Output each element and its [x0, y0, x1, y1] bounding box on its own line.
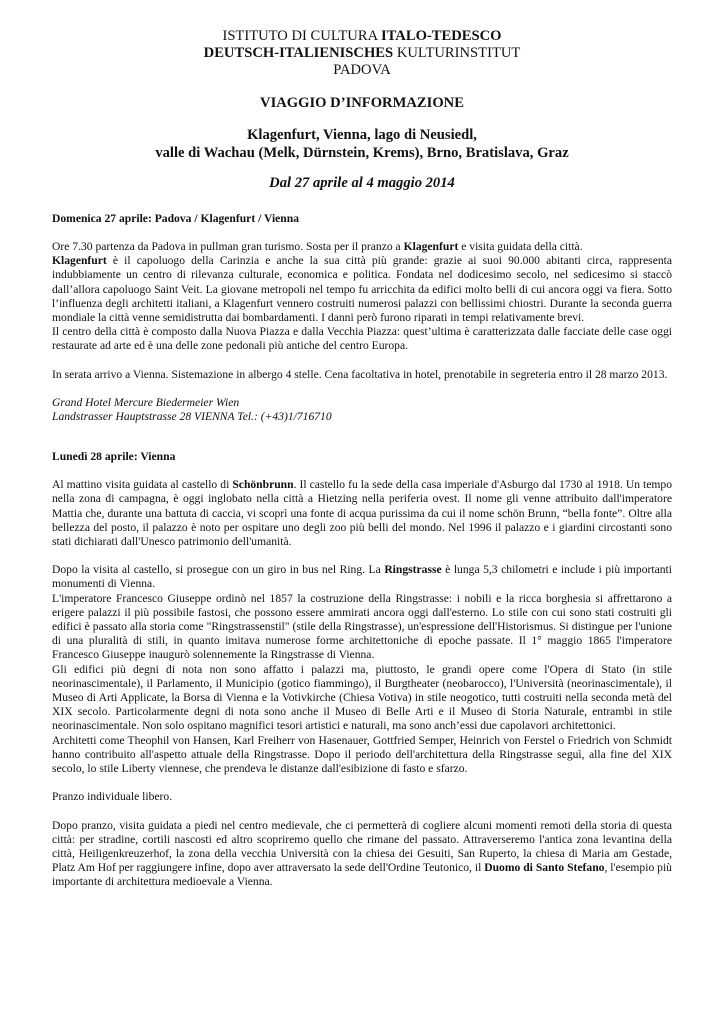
destinations-line-1: Klagenfurt, Vienna, lago di Neusiedl,	[247, 127, 477, 143]
day2-paragraph-3: L'imperatore Francesco Giuseppe ordinò nel 1857 la costruzione della Ringstrasse: i nobili e la ricca borghesia si affrettarono a erigere palazzi il più possibile fastosi, che possono essere ammirati ancora oggi dall'esterno. Lo stile con cui sono stati costruiti gli edifici è passato alla storia come "Ringstrassenstil" (stile della Ringstrasse), un'espressione dell'Historismus. Si distingue per l'unione di una pluralità di stili, in quanto imitava numerose forme architettoniche di epoche passate. Il 1° maggio 1865 l'imperatore Francesco Giuseppe inaugurò solennemente la Ringstrasse di Vienna.	[52, 591, 672, 662]
day2-paragraph-7: Dopo pranzo, visita guidata a piedi nel centro medievale, che ci permetterà di cogliere alcuni momenti remoti della storia di questa città: per stradine, cortili nascosti ed altro scopriremo quello che rimane del passato. Attraverseremo l'antica zona levantina della città, Heiligenkreuzerhof, la zona della vecchia Università con la chiesa dei Gesuiti, San Ruperto, la chiesa di Maria am Gestade, Platz Am Hof per raggiungere infine, dopo aver attraversato la sede dell'Ordine Teutonico, il Duomo di Santo Stefano, l'esempio più importante di architettura medioevale a Vienna.	[52, 818, 672, 889]
day1-heading: Domenica 27 aprile: Padova / Klagenfurt / Vienna	[52, 212, 300, 225]
day1-paragraph-1: Ore 7.30 partenza da Padova in pullman gran turismo. Sosta per il pranzo a Klagenfurt e visita guidata della città.	[52, 240, 583, 253]
day2-paragraph-1: Al mattino visita guidata al castello di Schönbrunn. Il castello fu la sede della casa imperiale d'Asburgo dal 1730 al 1918. Un tempo nella zona di campagna, è oggi inglobato nella città a Hietzing nella periferia ovest. Il nome gli venne attribuito dall'imperatore Mattia che, durante una battuta di caccia, vi scoprì una fonte di acqua purissima da cui il nome schön Brunn, “bella fonte”. Oltre alla bellezza del posto, il palazzo è noto per ospitare uno degli zoo più belli del mondo. Nel 1996 il palazzo e i giardini circostanti sono stati dichiarati dall'Unesco patrimonio dell'umanità.	[52, 478, 673, 549]
trip-dates: Dal 27 aprile al 4 maggio 2014	[269, 175, 455, 191]
destinations-line-2: valle di Wachau (Melk, Dürnstein, Krems), Brno, Bratislava, Graz	[155, 145, 569, 161]
institute-city: PADOVA	[333, 62, 391, 78]
day2-paragraph-6: Pranzo individuale libero.	[52, 790, 173, 804]
day2-paragraph-2: Dopo la visita al castello, si prosegue con un giro in bus nel Ring. La Ringstrasse è lunga 5,3 chilometri e include i più importanti monumenti di Vienna.	[52, 563, 672, 591]
hotel-name: Grand Hotel Mercure Biedermeier Wien	[52, 395, 240, 409]
hotel-info	[52, 396, 672, 424]
institute-header	[52, 28, 672, 79]
trip-title: VIAGGIO D’INFORMAZIONE	[260, 95, 464, 111]
hotel-address: Landstrasser Hauptstrasse 28 VIENNA Tel.: (+43)1/716710	[52, 410, 332, 424]
day1-paragraph-3: Il centro della città è composto dalla Nuova Piazza e dalla Vecchia Piazza: quest’ultima è caratterizzata dalle facciate delle case oggi restaurate ad arte ed è una delle zone pedonali più antiche del centro Europa.	[52, 325, 672, 353]
institute-name-italian: ISTITUTO DI CULTURA ITALO-TEDESCO	[222, 28, 502, 44]
destinations	[52, 126, 672, 162]
day2-paragraph-5: Architetti come Theophil von Hansen, Karl Freiherr von Hasenauer, Gottfried Semper, Heinrich von Ferstel o Friedrich von Schmidt hanno contribuito all'aspetto attuale della Ringstrasse. Dopo il periodo dell'architettura della Ringstrasse seguì, alla fine del XIX secolo, lo stile Liberty viennese, che prendeva le distanze dall'esibizione di fasto e sfarzo.	[52, 733, 672, 776]
day2-paragraph-4: Gli edifici più degni di nota non sono affatto i palazzi ma, piuttosto, le grandi opere come l'Opera di Stato (in stile neorinascimentale), il Parlamento, il Municipio (gotico fiammingo), il Burgtheater (neobarocco), l'Università (neorinascimentale), il Museo di Arti Applicate, la Borsa di Vienna e la Votivkirche (Chiesa Votiva) in stile neogotico, tutti costruiti nella seconda metà del XIX secolo. Particolarmente degni di nota sono anche il Museo di Belle Arti e il Museo di Storia Naturale, entrambi in stile neorinascimentale. Non solo ospitano magnifici tesori artistici e naturali, ma sono anch’essi due capolavori architettonici.	[52, 662, 672, 733]
day1-paragraph-2: Klagenfurt è il capoluogo della Carinzia e anche la sua città più grande: grazie ai suoi 90.000 abitanti circa, rappresenta indubbiamente un centro di rilevanza culturale, economica e politica. Fondata nel dodicesimo secolo, nel sedicesimo si staccò dall’allora capoluogo Saint Veit. La giovane metropoli nel tempo fu arricchita da edifici molto belli di cui ancora oggi va fiera. Sotto l’influenza degli architetti italiani, a Klagenfurt vennero costruiti numerosi palazzi con bellissimi chiostri. Durante la seconda guerra mondiale la città venne semidistrutta dai bombardamenti. I danni però furono riparati in tempi relativamente brevi.	[52, 254, 672, 325]
day1-paragraph-4: In serata arrivo a Vienna. Sistemazione in albergo 4 stelle. Cena facoltativa in hotel, prenotabile in segreteria entro il 28 marzo 2013.	[52, 367, 668, 381]
day2-heading: Lunedì 28 aprile: Vienna	[52, 450, 176, 464]
institute-name-german: DEUTSCH-ITALIENISCHES KULTURINSTITUT	[203, 45, 521, 61]
